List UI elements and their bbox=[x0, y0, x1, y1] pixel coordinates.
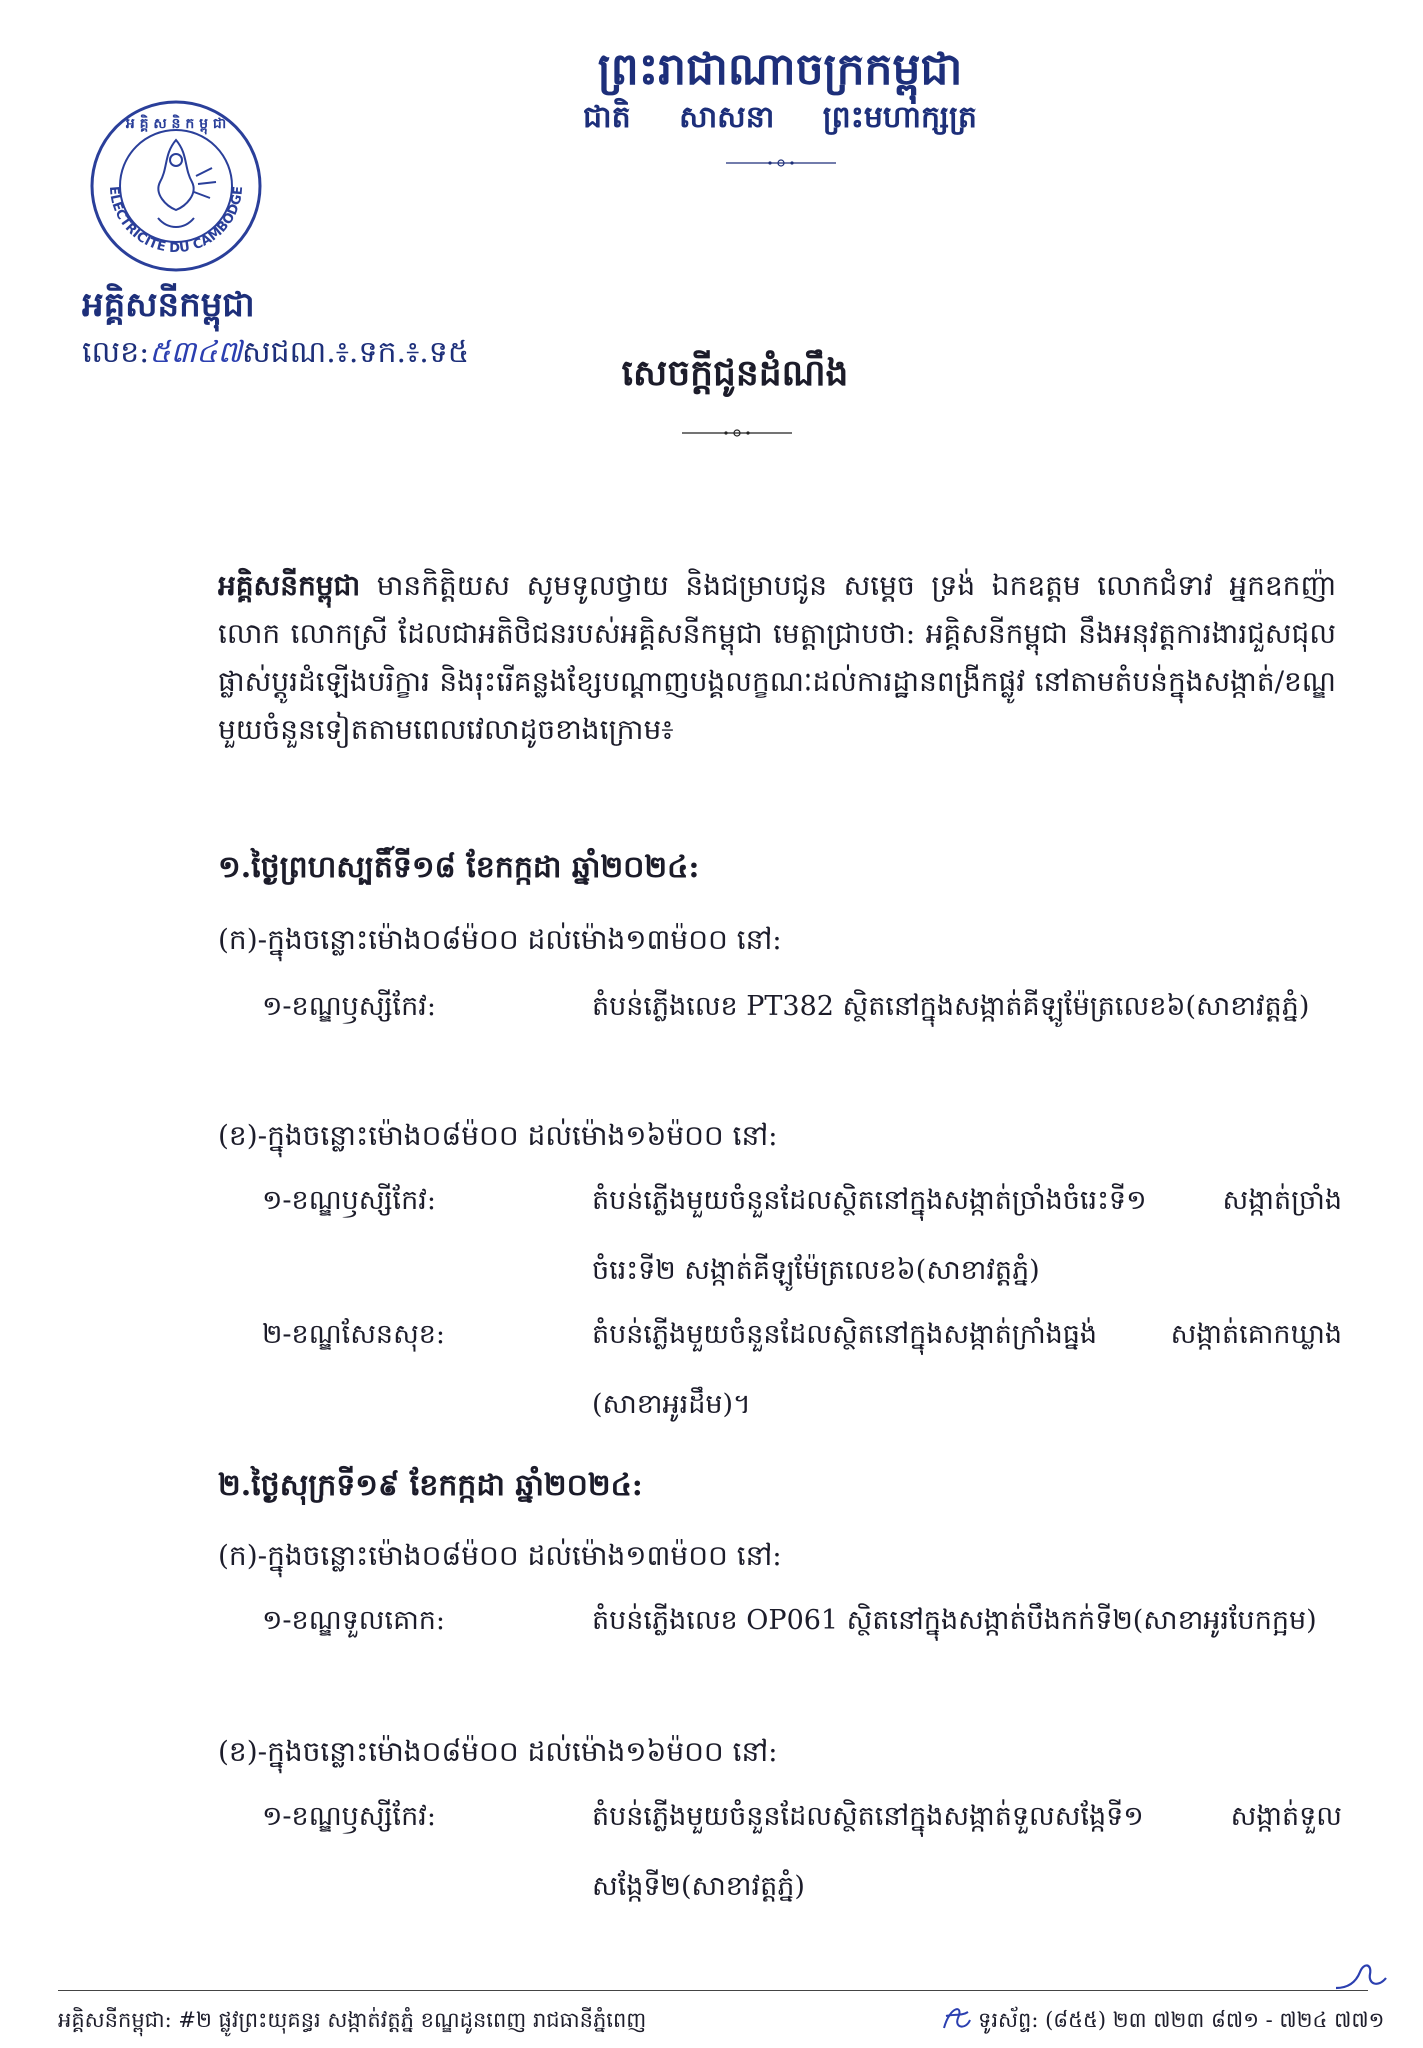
day-1-slot-a-time: (ក)-ក្នុងចន្លោះម៉ោង០៨ម៉០០ ដល់ម៉ោង១៣ម៉០០ នៅ: bbox=[218, 923, 782, 956]
title-ornament bbox=[682, 428, 792, 438]
intro-text: មានកិត្តិយស សូមទូលថ្វាយ និងជម្រាបជូន សម្ដេច ទ្រង់ ឯកឧត្ដម លោកជំទាវ អ្នកឧកញ៉ា លោក លោកស្រី ដែលជាអតិថិជនរបស់អគ្គិសនីកម្ពុជា មេត្តាជ្រាបថា: អគ្គិសនីកម្ពុជា នឹងអនុវត្តការងារជួសជុល ផ្លាស់ប្ដូរដំឡើងបរិក្ខារ និងរុះរើគន្លងខ្សែបណ្ដាញបង្គលក្ខណៈដល់ការដ្ឋានពង្រីកផ្លូវ នៅតាមតំបន់ក្នុងសង្កាត់/ខណ្ឌមួយចំនួនទៀតតាមពេលវេលាដូចខាងក្រោម៖ bbox=[218, 569, 1336, 746]
handwritten-initial-icon bbox=[1330, 1958, 1390, 1998]
header-ornament bbox=[726, 158, 836, 168]
reference-handwritten-number: ៥៣៤៧ bbox=[149, 335, 242, 370]
day-1-slot-b-item-1-label: ១-ខណ្ឌឫស្សីកែវ: bbox=[262, 1185, 436, 1216]
day-2-slot-a-time: (ក)-ក្នុងចន្លោះម៉ោង០៨ម៉០០ ដល់ម៉ោង១៣ម៉០០ នៅ: bbox=[218, 1539, 782, 1572]
kingdom-heading: ព្រះរាជាណាចក្រកម្ពុជា bbox=[597, 44, 963, 95]
electricite-du-cambodge-seal-icon bbox=[88, 98, 264, 274]
day-2-slot-b-time: (ខ)-ក្នុងចន្លោះម៉ោង០៨ម៉០០ ដល់ម៉ោង១៦ម៉០០ នៅ: bbox=[218, 1735, 778, 1768]
footer-flourish-icon bbox=[940, 1996, 974, 2036]
reference-number bbox=[82, 333, 469, 377]
day-1-slot-a-item-1-text: តំបន់ភ្លើងលេខ PT382 ស្ថិតនៅក្នុងសង្កាត់គីឡូម៉ែត្រលេខ៦(សាខាវត្តភ្នំ) bbox=[592, 991, 1310, 1022]
svg-text:ELECTRICITE DU CAMBODGE: ELECTRICITE DU CAMBODGE bbox=[105, 185, 247, 257]
national-motto: ជាតិ សាសនា ព្រះមហាក្សត្រ bbox=[583, 100, 977, 135]
intro-lead-bold: អគ្គិសនីកម្ពុជា bbox=[218, 569, 361, 602]
document-title: សេចក្ដីជូនដំណឹង bbox=[621, 352, 849, 394]
day-2-slot-a-item-1-label: ១-ខណ្ឌទួលគោក: bbox=[262, 1605, 446, 1636]
day-1-heading: ១.ថ្ងៃព្រហស្បតិ៍ទី១៨ ខែកក្កដា ឆ្នាំ២០២៤: bbox=[218, 850, 700, 885]
day-1-slot-b-item-2-text: តំបន់ភ្លើងមួយចំនួនដែលស្ថិតនៅក្នុងសង្កាត់ក្រាំងធ្នង់ សង្កាត់គោកឃ្លាង (សាខាអូរដឹម)។ bbox=[592, 1319, 1342, 1420]
organization-name: អគ្គិសនីកម្ពុជា bbox=[82, 285, 255, 325]
svg-text:អ គ្គិ ស និ ក ម្ពុ ជា: អ គ្គិ ស និ ក ម្ពុ ជា bbox=[125, 116, 227, 132]
day-1-slot-b-time: (ខ)-ក្នុងចន្លោះម៉ោង០៨ម៉០០ ដល់ម៉ោង១៦ម៉០០ នៅ: bbox=[218, 1119, 778, 1152]
footer-address: អគ្គិសនីកម្ពុជា: #២ ផ្លូវព្រះយុគន្ធរ សង្កាត់វត្តភ្នំ ខណ្ឌដូនពេញ រាជធានីភ្នំពេញ bbox=[58, 2008, 647, 2032]
day-2-slot-a-item-1-text: តំបន់ភ្លើងលេខ OP061 ស្ថិតនៅក្នុងសង្កាត់បឹងកក់ទី២(សាខាអូរបែកក្អម) bbox=[592, 1605, 1317, 1636]
day-2-slot-b-item-1-text: តំបន់ភ្លើងមួយចំនួនដែលស្ថិតនៅក្នុងសង្កាត់ទួលសង្កែទី១ សង្កាត់ទួលសង្កែទី២(សាខាវត្តភ្នំ) bbox=[592, 1801, 1342, 1902]
reference-prefix: លេខ: bbox=[82, 335, 150, 370]
reference-suffix: សជណ.៖.ទក.៖.ទ៥ bbox=[241, 335, 470, 370]
footer-divider bbox=[58, 1990, 1368, 1991]
footer-phone: ទូរស័ព្ទ: (៨៥៥) ២៣ ៧២៣ ៨៧១ - ៧២៤ ៧៧១ bbox=[978, 2008, 1385, 2032]
day-2-heading: ២.ថ្ងៃសុក្រទី១៩ ខែកក្កដា ឆ្នាំ២០២៤: bbox=[218, 1468, 643, 1503]
day-1-slot-b-item-2-label: ២-ខណ្ឌសែនសុខ: bbox=[262, 1319, 446, 1350]
day-1-slot-b-item-1-text: តំបន់ភ្លើងមួយចំនួនដែលស្ថិតនៅក្នុងសង្កាត់ច្រាំងចំរេះទី១ សង្កាត់ច្រាំងចំរេះទី២ សង្កាត់គីឡូម៉ែត្រលេខ៦(សាខាវត្តភ្នំ) bbox=[592, 1185, 1342, 1286]
day-1-slot-a-item-1-label: ១-ខណ្ឌឫស្សីកែវ: bbox=[262, 991, 436, 1022]
day-2-slot-b-item-1-label: ១-ខណ្ឌឫស្សីកែវ: bbox=[262, 1801, 436, 1832]
intro-paragraph bbox=[218, 562, 1336, 754]
